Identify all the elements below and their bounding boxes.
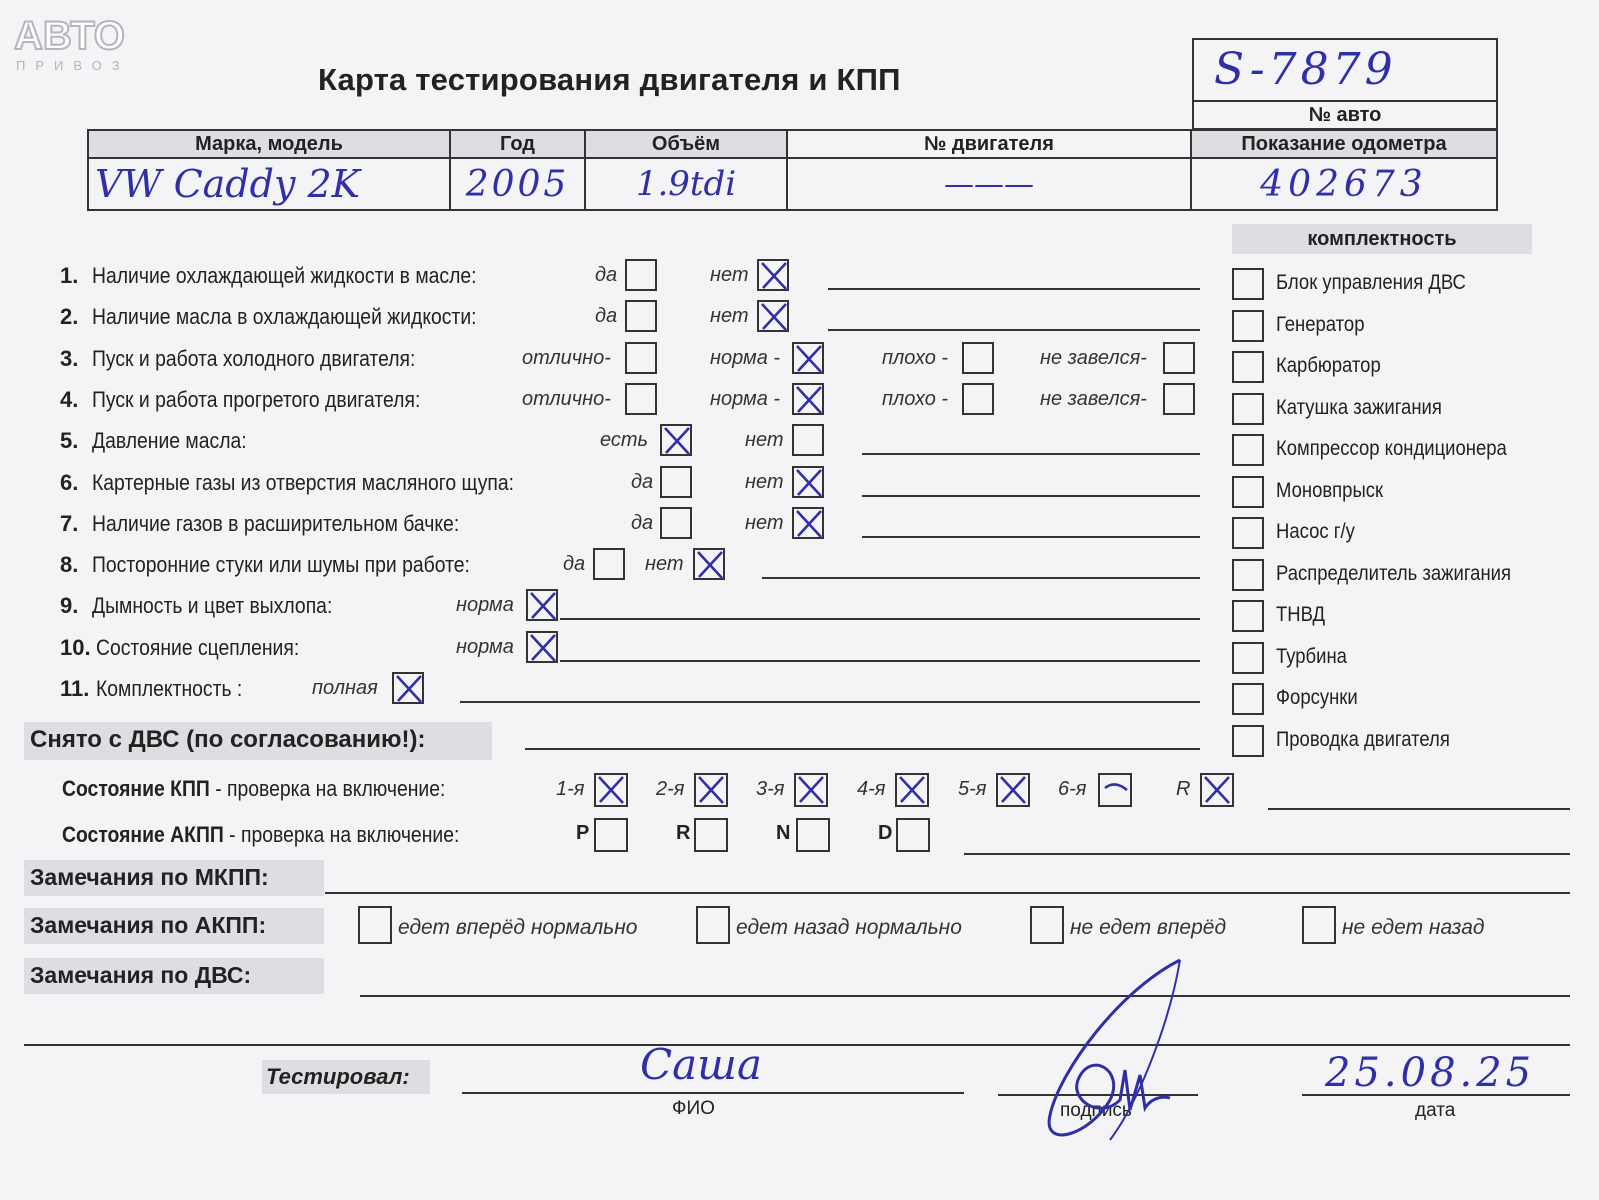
option-checkbox[interactable]	[660, 466, 692, 498]
akpp-line	[964, 853, 1570, 855]
removed-line	[525, 748, 1200, 750]
complete-item-label	[1276, 603, 1332, 627]
option-checkbox[interactable]	[1163, 383, 1195, 415]
row-label-text: Посторонние стуки или шумы при работе:	[92, 552, 470, 578]
complete-item-text: Турбина	[1276, 644, 1347, 668]
signature-caption: подпись	[1060, 1100, 1132, 1121]
row-label-text: Пуск и работа холодного двигателя:	[92, 345, 416, 371]
auto-number-label: № авто	[1308, 104, 1382, 126]
option-label: плохо -	[882, 387, 949, 410]
row-number	[60, 676, 89, 702]
row-label-text: Дымность и цвет выхлопа:	[92, 593, 333, 619]
complete-checkbox[interactable]	[1232, 559, 1264, 591]
remarks-dvs-line-2	[24, 1044, 1570, 1046]
date-caption: дата	[1415, 1100, 1456, 1121]
tester-name: Саша	[640, 1040, 763, 1089]
option-label: да	[631, 470, 654, 493]
check-mark-icon	[791, 465, 827, 501]
option-label: да	[563, 553, 586, 576]
complete-item-label	[1276, 728, 1474, 752]
answer-line	[460, 701, 1200, 703]
option-label: норма	[456, 635, 514, 658]
remarks-dvs-line	[360, 995, 1570, 997]
check-mark-icon	[894, 772, 930, 808]
option-checkbox[interactable]	[526, 631, 558, 663]
page-title-text: Карта тестирования двигателя и КПП	[318, 62, 901, 97]
akpp-position-checkbox[interactable]	[796, 818, 830, 852]
gear-label: 1-я	[556, 778, 585, 800]
row-number-text: 8.	[60, 552, 79, 578]
header-table	[87, 129, 1498, 211]
option-label: норма -	[710, 387, 781, 410]
complete-item-label	[1276, 520, 1366, 544]
row-number-text: 7.	[60, 510, 79, 536]
check-mark-icon	[995, 772, 1031, 808]
check-mark-icon	[525, 630, 561, 666]
row-number-text: 10.	[60, 634, 91, 660]
row-number-text: 11.	[60, 676, 90, 701]
check-mark-icon	[693, 772, 729, 808]
answer-line	[862, 453, 1200, 455]
check-mark-icon	[659, 423, 695, 459]
akpp-label-bold: Состояние АКПП	[62, 822, 224, 847]
complete-item-text: Форсунки	[1276, 686, 1358, 709]
option-checkbox[interactable]	[593, 548, 625, 580]
gear-checkbox[interactable]	[996, 773, 1030, 807]
akpp-option-label: едет вперёд нормально	[398, 916, 638, 939]
row-number	[60, 304, 78, 330]
logo-watermark	[14, 14, 130, 73]
option-checkbox[interactable]	[660, 424, 692, 456]
option-label: нет	[745, 511, 784, 534]
option-label: отлично-	[522, 387, 611, 410]
complete-checkbox[interactable]	[1232, 351, 1264, 383]
header-col-model: Марка, модель	[88, 130, 450, 158]
kpp-label	[62, 776, 498, 802]
option-label: полная	[312, 677, 378, 699]
option-checkbox[interactable]	[792, 342, 824, 374]
check-mark-icon	[391, 671, 427, 707]
model-value: VW Caddy 2K	[95, 162, 361, 206]
option-label: да	[595, 305, 618, 328]
option-checkbox[interactable]	[792, 466, 824, 498]
kpp-label-bold: Состояние КПП	[62, 776, 210, 801]
akpp-option-label: не едет вперёд	[1070, 916, 1227, 939]
remarks-akpp-label: Замечания по АКПП:	[30, 912, 267, 938]
complete-item-text: Моновпрыск	[1276, 478, 1384, 502]
volume-value: 1.9tdi	[635, 164, 737, 204]
gear-label: 3-я	[756, 778, 785, 800]
check-mark-icon	[692, 547, 728, 583]
row-number	[60, 552, 78, 578]
row-label	[96, 676, 262, 702]
akpp-label	[62, 822, 514, 848]
row-number	[60, 346, 78, 372]
gear-label: 4-я	[857, 778, 886, 800]
option-label: норма	[456, 594, 514, 617]
engine-cell	[787, 158, 1191, 210]
complete-item-text: Карбюратор	[1276, 354, 1381, 377]
check-mark-icon	[756, 299, 792, 335]
row-number	[60, 263, 78, 289]
akpp-label-rest: - проверка на включение:	[223, 822, 460, 847]
check-mark-icon	[793, 772, 829, 808]
gear-checkbox[interactable]	[794, 773, 828, 807]
option-checkbox[interactable]	[625, 383, 657, 415]
remarks-mkpp-label: Замечания по МКПП:	[30, 864, 269, 890]
complete-checkbox[interactable]	[1232, 642, 1264, 674]
row-number-text: 9.	[60, 593, 79, 619]
complete-item-label	[1276, 645, 1357, 669]
check-mark-icon	[593, 772, 629, 808]
odometer-value: 402673	[1260, 163, 1428, 205]
complete-item-text: Распределитель зажигания	[1276, 561, 1512, 585]
header-col-odometer: Показание одометра	[1191, 130, 1497, 158]
row-label-text: Картерные газы из отверстия масляного щупа:	[92, 469, 515, 495]
row-label	[92, 552, 521, 578]
row-label-text: Наличие охлаждающей жидкости в масле:	[92, 263, 477, 288]
row-number-text: 5.	[60, 428, 79, 454]
complete-item-label	[1276, 396, 1464, 420]
row-label-text: Пуск и работа прогретого двигателя:	[92, 386, 421, 412]
option-label: да	[631, 511, 654, 534]
gear-label: R	[1176, 778, 1191, 800]
header-col-year: Год	[450, 130, 585, 158]
option-label: плохо -	[882, 346, 949, 369]
remarks-mkpp-line	[325, 892, 1570, 894]
gear-checkbox[interactable]	[594, 773, 628, 807]
option-checkbox[interactable]	[625, 342, 657, 374]
complete-item-text: Блок управления ДВС	[1276, 271, 1466, 294]
akpp-position-checkbox[interactable]	[594, 818, 628, 852]
row-number	[60, 470, 78, 496]
row-number-text: 1.	[60, 263, 79, 288]
option-checkbox[interactable]	[757, 259, 789, 291]
row-label-text: Комплектность :	[96, 676, 243, 701]
signature-scribble	[1030, 950, 1230, 1150]
row-number-text: 4.	[60, 386, 79, 412]
row-label	[92, 263, 529, 289]
complete-checkbox[interactable]	[1232, 393, 1264, 425]
complete-item-label	[1276, 479, 1398, 503]
option-label: не завелся-	[1040, 387, 1147, 410]
header-col-volume: Объём	[585, 130, 787, 158]
option-checkbox[interactable]	[660, 507, 692, 539]
complete-item-label	[1276, 313, 1377, 337]
row-number-text: 2.	[60, 304, 79, 330]
check-mark-icon	[525, 588, 561, 624]
auto-number-value: S-7879	[1214, 44, 1397, 95]
option-checkbox[interactable]	[792, 383, 824, 415]
date-value: 25.08.25	[1325, 1050, 1536, 1096]
header-col-engine: № двигателя	[787, 130, 1191, 158]
check-mark-icon	[791, 506, 827, 542]
complete-item-text: Генератор	[1276, 312, 1365, 336]
check-mark-icon	[791, 341, 827, 377]
option-checkbox[interactable]	[962, 383, 994, 415]
check-mark-icon	[756, 258, 792, 294]
option-checkbox[interactable]	[792, 507, 824, 539]
akpp-position-checkbox[interactable]	[896, 818, 930, 852]
row-label-text: Наличие газов в расширительном бачке:	[92, 510, 460, 536]
akpp-option-checkbox[interactable]	[1302, 906, 1336, 944]
remarks-dvs-label: Замечания по ДВС:	[30, 962, 252, 988]
option-label: не завелся-	[1040, 346, 1147, 369]
option-checkbox[interactable]	[693, 548, 725, 580]
removed-label: Снято с ДВС (по согласованию!):	[30, 726, 426, 753]
dash-mark-icon	[1097, 772, 1133, 808]
row-label-text: Давление масла:	[92, 428, 247, 454]
gear-checkbox[interactable]	[1200, 773, 1234, 807]
gear-label: 5-я	[958, 778, 987, 800]
row-label	[92, 470, 572, 496]
option-checkbox[interactable]	[392, 672, 424, 704]
auto-number-box	[1192, 38, 1498, 130]
akpp-option-checkbox[interactable]	[696, 906, 730, 944]
answer-line	[862, 495, 1200, 497]
logo-main: АВТО	[14, 14, 125, 58]
option-checkbox[interactable]	[1163, 342, 1195, 374]
akpp-option-label: едет назад нормально	[736, 916, 962, 939]
complete-checkbox[interactable]	[1232, 600, 1264, 632]
engine-value: ———	[944, 166, 1034, 202]
complete-checkbox[interactable]	[1232, 725, 1264, 757]
row-label	[92, 593, 365, 619]
row-number	[60, 511, 78, 537]
page-title	[318, 62, 901, 98]
complete-item-text: Компрессор кондиционера	[1276, 437, 1507, 460]
gear-label: 2-я	[656, 778, 685, 800]
akpp-option-checkbox[interactable]	[358, 906, 392, 944]
fio-caption: ФИО	[672, 1098, 715, 1119]
row-number	[60, 593, 78, 619]
complete-item-label	[1276, 686, 1369, 710]
akpp-position-checkbox[interactable]	[694, 818, 728, 852]
option-checkbox[interactable]	[625, 259, 657, 291]
option-label: нет	[645, 553, 684, 576]
option-label: да	[595, 264, 618, 286]
kpp-line	[1268, 808, 1570, 810]
model-cell	[88, 158, 450, 210]
odometer-cell	[1191, 158, 1497, 210]
complete-item-text: Катушка зажигания	[1276, 395, 1442, 419]
complete-item-text: Проводка двигателя	[1276, 727, 1450, 751]
akpp-position-label: P	[576, 822, 590, 844]
option-checkbox[interactable]	[792, 424, 824, 456]
complete-item-text: Насос г/у	[1276, 520, 1355, 543]
complete-item-text: ТНВД	[1276, 603, 1326, 626]
complete-checkbox[interactable]	[1232, 517, 1264, 549]
akpp-position-label: R	[676, 822, 691, 844]
option-checkbox[interactable]	[757, 300, 789, 332]
row-number-text: 3.	[60, 345, 79, 371]
answer-line	[560, 660, 1200, 662]
check-mark-icon	[791, 382, 827, 418]
row-number	[60, 428, 78, 454]
complete-title: комплектность	[1232, 224, 1532, 254]
row-label-text: Состояние сцепления:	[96, 634, 300, 660]
option-checkbox[interactable]	[526, 589, 558, 621]
answer-line	[828, 329, 1200, 331]
answer-line	[828, 288, 1200, 290]
row-number-text: 6.	[60, 469, 79, 495]
akpp-position-label: D	[878, 822, 893, 844]
gear-label: 6-я	[1058, 778, 1087, 800]
complete-item-label	[1276, 354, 1395, 378]
row-label-text: Наличие масла в охлаждающей жидкости:	[92, 304, 477, 330]
option-label: отлично-	[522, 346, 611, 369]
option-checkbox[interactable]	[625, 300, 657, 332]
option-label: нет	[745, 429, 784, 452]
year-cell	[450, 158, 585, 210]
volume-cell	[585, 158, 787, 210]
option-label: норма -	[710, 346, 781, 369]
complete-checkbox[interactable]	[1232, 268, 1264, 300]
row-label	[92, 304, 529, 330]
answer-line	[762, 577, 1200, 579]
complete-item-label	[1276, 562, 1543, 586]
option-label: нет	[710, 264, 749, 286]
complete-item-label	[1276, 271, 1492, 295]
complete-item-label	[1276, 437, 1538, 461]
akpp-position-label: N	[776, 822, 791, 844]
row-label	[96, 635, 327, 661]
row-label	[92, 428, 268, 454]
complete-checkbox[interactable]	[1232, 310, 1264, 342]
option-label: нет	[745, 470, 784, 493]
option-label: нет	[710, 305, 749, 328]
gear-checkbox[interactable]	[694, 773, 728, 807]
check-mark-icon	[1199, 772, 1235, 808]
answer-line	[560, 618, 1200, 620]
gear-checkbox[interactable]	[1098, 773, 1132, 807]
row-label	[92, 387, 465, 413]
akpp-option-label: не едет назад	[1342, 916, 1485, 939]
akpp-option-checkbox[interactable]	[1030, 906, 1064, 944]
row-number	[60, 387, 78, 413]
row-number	[60, 635, 91, 661]
row-label	[92, 346, 459, 372]
logo-sub: ПРИВОЗ	[16, 58, 130, 73]
date-line	[1302, 1094, 1570, 1096]
gear-checkbox[interactable]	[895, 773, 929, 807]
kpp-label-rest: - проверка на включение:	[209, 776, 446, 801]
answer-line	[862, 536, 1200, 538]
tested-label: Тестировал:	[266, 1064, 410, 1089]
fio-line	[462, 1092, 964, 1094]
complete-checkbox[interactable]	[1232, 683, 1264, 715]
complete-checkbox[interactable]	[1232, 476, 1264, 508]
option-checkbox[interactable]	[962, 342, 994, 374]
complete-checkbox[interactable]	[1232, 434, 1264, 466]
option-label: есть	[600, 429, 649, 452]
row-label	[92, 511, 509, 537]
year-value: 2005	[465, 163, 570, 205]
